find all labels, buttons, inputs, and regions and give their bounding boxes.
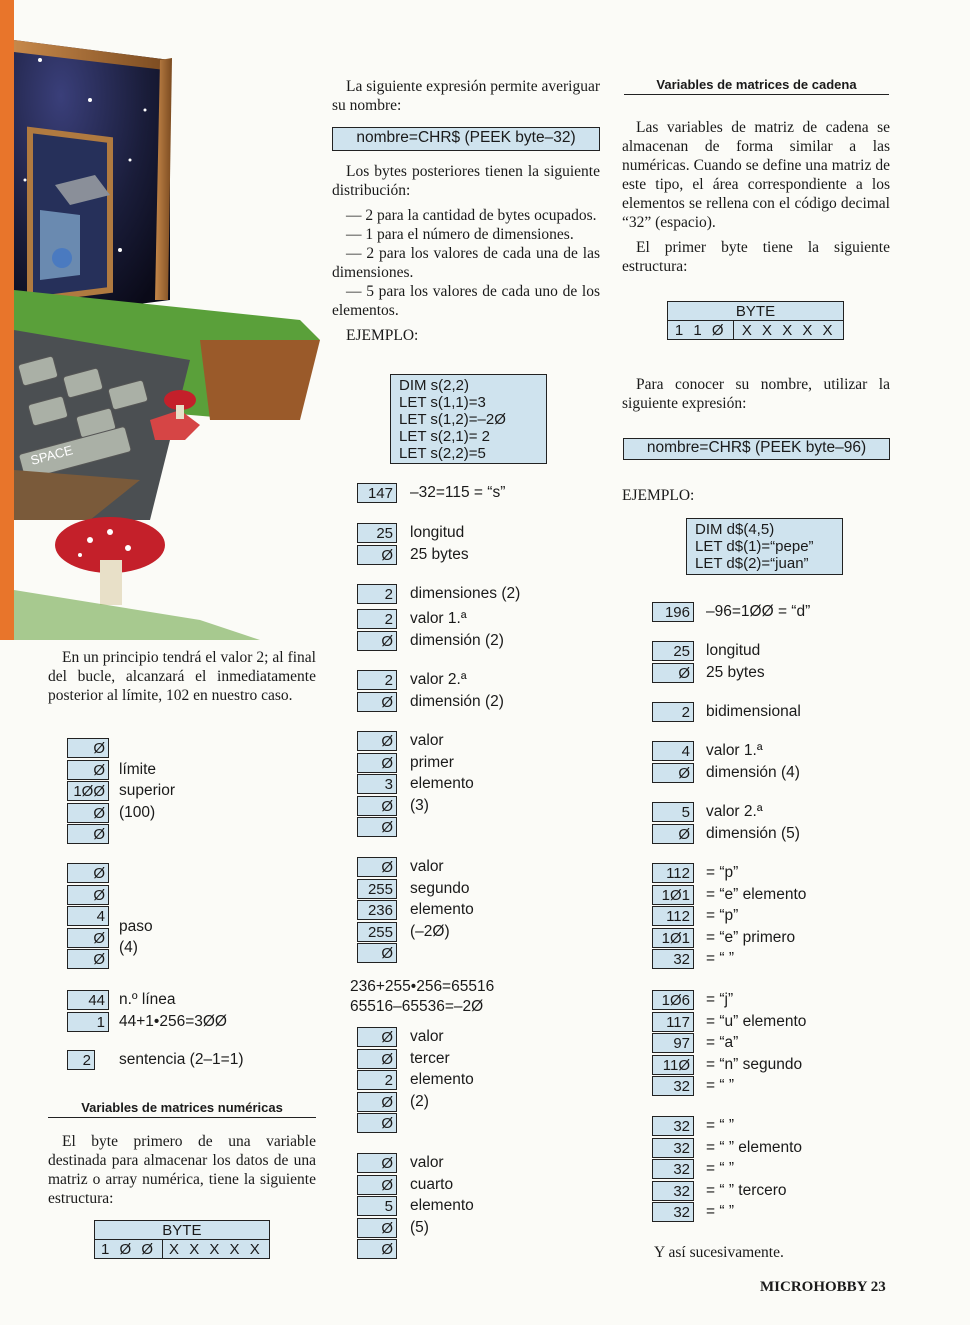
name-expression-numeric: nombre=CHR$ (PEEK byte–32) [332, 127, 600, 151]
memory-cell: 11Ø [652, 1055, 694, 1075]
memory-cell: Ø [67, 949, 109, 969]
code-line-5: LET s(2,2)=5 [399, 445, 486, 462]
memory-cell: Ø [67, 760, 109, 780]
memory-cell: Ø [357, 796, 397, 816]
memory-label: (4) [119, 939, 138, 957]
code-line-1: DIM d$(4,5) [695, 521, 775, 538]
byte-bits-left: 1 1 Ø [668, 321, 734, 340]
col3-example [622, 486, 822, 511]
memory-label: dimensión (2) [410, 692, 504, 710]
name-byte-cell: 147 [357, 483, 397, 503]
memory-cell: 32 [652, 1116, 694, 1136]
memory-cell: Ø [67, 738, 109, 758]
memory-label: = “u” elemento [706, 1012, 807, 1030]
memory-cell: Ø [357, 545, 397, 565]
memory-cell: 97 [652, 1033, 694, 1053]
magazine-name: MICROHOBBY [760, 1279, 867, 1295]
memory-label: valor [410, 858, 444, 875]
memory-label: dimensiones (2) [410, 585, 521, 602]
memory-label: = “e” primero [706, 928, 796, 946]
memory-label: = “ ” [706, 1160, 734, 1177]
code-line-1: DIM s(2,2) [399, 377, 470, 394]
memory-cell: Ø [357, 1113, 397, 1133]
section-title-string: Variables de matrices de cadena [624, 77, 889, 95]
memory-cell: 117 [652, 1012, 694, 1032]
memory-cell: 25 [357, 523, 397, 543]
memory-label: = “ ” [706, 1117, 734, 1134]
col1-paragraph [48, 648, 316, 711]
memory-cell: 2 [357, 584, 397, 604]
code-block-numeric [390, 374, 547, 464]
memory-cell: Ø [357, 692, 397, 712]
memory-label: límite [119, 760, 157, 778]
string-array-p1: Las variables de matriz de cadena se almacenan de forma similar a las numéricas. Cuando se define una matriz de este tipo, el área correspondiente a los elementos se rellena con el código decimal “32” (espacio). [622, 119, 890, 231]
col2-intro [332, 77, 600, 121]
memory-label: = “a” [706, 1034, 739, 1051]
memory-label: dimensión (2) [410, 631, 504, 649]
dist-item-2: — 1 para el número de dimensiones. [346, 226, 574, 243]
col3-text [622, 118, 890, 282]
memory-label: cuarto [410, 1175, 454, 1193]
page-footer [760, 1279, 886, 1296]
memory-cell: 44 [67, 990, 109, 1010]
memory-cell: Ø [67, 824, 109, 844]
string-byte-structure [667, 301, 844, 340]
memory-label: 25 bytes [706, 663, 765, 681]
memory-label: segundo [410, 879, 470, 897]
memory-cell: Ø [357, 1218, 397, 1238]
memory-cell: Ø [357, 631, 397, 651]
memory-label: (5) [410, 1218, 429, 1236]
memory-label: elemento [410, 1197, 474, 1214]
memory-label: (100) [119, 803, 156, 821]
code-line-2: LET d$(1)=“pepe” [695, 538, 814, 555]
memory-cell: Ø [67, 863, 109, 883]
byte-header: BYTE [668, 302, 844, 321]
code-line-3: LET d$(2)=“juan” [695, 555, 809, 572]
numeric-array-text: El byte primero de una variable destinada para almacenar los datos de una matriz o array numérica, tiene la siguiente estructura: [48, 1133, 316, 1207]
memory-cell: Ø [357, 1239, 397, 1259]
memory-cell: 4 [652, 741, 694, 761]
sentence-label: sentencia (2–1=1) [119, 1051, 244, 1068]
memory-cell: 32 [652, 1076, 694, 1096]
name-byte-label: –96=1ØØ = “d” [706, 603, 811, 620]
memory-label: = “n” segundo [706, 1055, 803, 1073]
memory-label: = “e” elemento [706, 885, 807, 903]
memory-cell: 2 [357, 609, 397, 629]
memory-label: valor 2.ª [410, 671, 467, 688]
memory-cell: 112 [652, 863, 694, 883]
memory-cell: 32 [652, 1181, 694, 1201]
memory-cell: Ø [652, 824, 694, 844]
memory-cell: 255 [357, 879, 397, 899]
memory-label: (2) [410, 1092, 429, 1110]
memory-label: tercer [410, 1049, 450, 1067]
name-expression-string: nombre=CHR$ (PEEK byte–96) [623, 438, 890, 460]
byte-bits-right: X X X X X [163, 1240, 270, 1259]
memory-cell: Ø [67, 928, 109, 948]
memory-label: = “ ” [706, 950, 734, 967]
string-array-p2: El primer byte tiene la siguiente estructura: [622, 239, 890, 275]
illustration [0, 0, 330, 640]
memory-cell: Ø [357, 1153, 397, 1173]
memory-cell: 2 [357, 1070, 397, 1090]
memory-label: primer [410, 753, 454, 771]
memory-label: (3) [410, 796, 429, 814]
memory-label: = “p” [706, 864, 739, 881]
dist-item-4: — 5 para los valores de cada uno de los elementos. [332, 283, 600, 319]
memory-label: superior [119, 782, 175, 799]
section-title-numeric: Variables de matrices numéricas [48, 1100, 316, 1118]
col1-intro-text: En un principio tendrá el valor 2; al final del bucle, alcanzará el inmediatamente posterior al límite, 102 en nuestro caso. [48, 649, 316, 704]
memory-label: valor [410, 732, 444, 749]
col2-dist [332, 162, 600, 351]
string-array-p3: Para conocer su nombre, utilizar la siguiente expresión: [622, 376, 890, 412]
memory-label: valor 1.ª [410, 610, 467, 627]
memory-label: (–2Ø) [410, 922, 450, 940]
memory-cell: 1Ø6 [652, 990, 694, 1010]
ending-text: Y así sucesivamente. [654, 1244, 784, 1261]
byte-bits-left: 1 Ø Ø [95, 1240, 163, 1259]
space-key-label: SPACE [28, 442, 75, 468]
memory-label: = “ ” elemento [706, 1138, 803, 1156]
memory-label: = “ ” [706, 1203, 734, 1220]
memory-cell: 1ØØ [67, 781, 109, 801]
code-line-4: LET s(2,1)= 2 [399, 428, 491, 445]
memory-cell: Ø [357, 857, 397, 877]
example-label: EJEMPLO: [622, 487, 695, 504]
memory-label: paso [119, 917, 153, 935]
memory-label: valor 2.ª [706, 803, 763, 820]
dist-item-1: — 2 para la cantidad de bytes ocupados. [346, 207, 597, 224]
col3-ending [654, 1243, 854, 1268]
sentence-cell: 2 [67, 1050, 95, 1070]
memory-cell: 2 [357, 670, 397, 690]
memory-cell: 32 [652, 1202, 694, 1222]
memory-cell: Ø [357, 817, 397, 837]
fantasy-illustration [0, 0, 330, 640]
memory-label: 44+1•256=3ØØ [119, 1012, 227, 1030]
memory-cell: 255 [357, 922, 397, 942]
dist-item-3: — 2 para los valores de cada una de las dimensiones. [332, 245, 600, 281]
memory-cell: 4 [67, 906, 109, 926]
byte-header: BYTE [95, 1221, 270, 1240]
memory-cell: 236 [357, 900, 397, 920]
bytes-intro-text: Los bytes posteriores tienen la siguiente distribución: [332, 163, 600, 199]
memory-cell: Ø [652, 763, 694, 783]
memory-cell: Ø [357, 1027, 397, 1047]
memory-cell: Ø [357, 1092, 397, 1112]
memory-label: = “j” [706, 991, 734, 1008]
memory-cell: 5 [357, 1196, 397, 1216]
memory-label: dimensión (5) [706, 824, 800, 842]
memory-label: = “ ” tercero [706, 1181, 787, 1199]
name-byte-label: –32=115 = “s” [410, 484, 506, 501]
code-line-2: LET s(1,1)=3 [399, 394, 486, 411]
memory-label: elemento [410, 775, 474, 792]
memory-cell: Ø [357, 943, 397, 963]
col1-section-text [48, 1132, 316, 1214]
byte-bits-right: X X X X X [734, 321, 844, 340]
memory-cell: 32 [652, 1138, 694, 1158]
memory-label: bidimensional [706, 703, 801, 720]
memory-label: dimensión (4) [706, 763, 800, 781]
col2-intro-text: La siguiente expresión permite averiguar su nombre: [332, 78, 600, 114]
memory-cell: Ø [357, 1049, 397, 1069]
memory-cell: 3 [357, 774, 397, 794]
memory-cell: Ø [652, 663, 694, 683]
numeric-byte-structure [94, 1220, 270, 1259]
memory-label: valor [410, 1028, 444, 1045]
calc-line-1: 236+255•256=65516 [350, 978, 495, 995]
memory-label: longitud [410, 524, 465, 541]
name-byte-cell: 196 [652, 602, 694, 622]
memory-cell: 2 [652, 702, 694, 722]
memory-cell: 1 [67, 1012, 109, 1032]
memory-cell: 32 [652, 949, 694, 969]
memory-cell: Ø [67, 803, 109, 823]
calc-line-2: 65516–65536=–2Ø [350, 998, 484, 1015]
example-label: EJEMPLO: [346, 327, 419, 344]
memory-cell: 32 [652, 1159, 694, 1179]
memory-cell: 1Ø1 [652, 885, 694, 905]
memory-label: elemento [410, 1071, 474, 1088]
code-line-3: LET s(1,2)=–2Ø [399, 411, 506, 428]
memory-label: longitud [706, 642, 761, 659]
memory-cell: 25 [652, 641, 694, 661]
memory-label: elemento [410, 901, 474, 918]
memory-cell: Ø [357, 753, 397, 773]
code-block-string [686, 518, 843, 575]
memory-label: valor 1.ª [706, 742, 763, 759]
memory-cell: Ø [357, 1175, 397, 1195]
memory-label: valor [410, 1154, 444, 1171]
memory-label: 25 bytes [410, 545, 469, 563]
memory-label: = “p” [706, 907, 739, 924]
page-number: 23 [870, 1279, 886, 1295]
memory-cell: 112 [652, 906, 694, 926]
memory-label: n.º línea [119, 991, 176, 1008]
col3-text-2 [622, 375, 890, 419]
memory-cell: 5 [652, 802, 694, 822]
memory-label: = “ ” [706, 1077, 734, 1094]
memory-cell: 1Ø1 [652, 928, 694, 948]
memory-cell: Ø [67, 885, 109, 905]
memory-cell: Ø [357, 731, 397, 751]
